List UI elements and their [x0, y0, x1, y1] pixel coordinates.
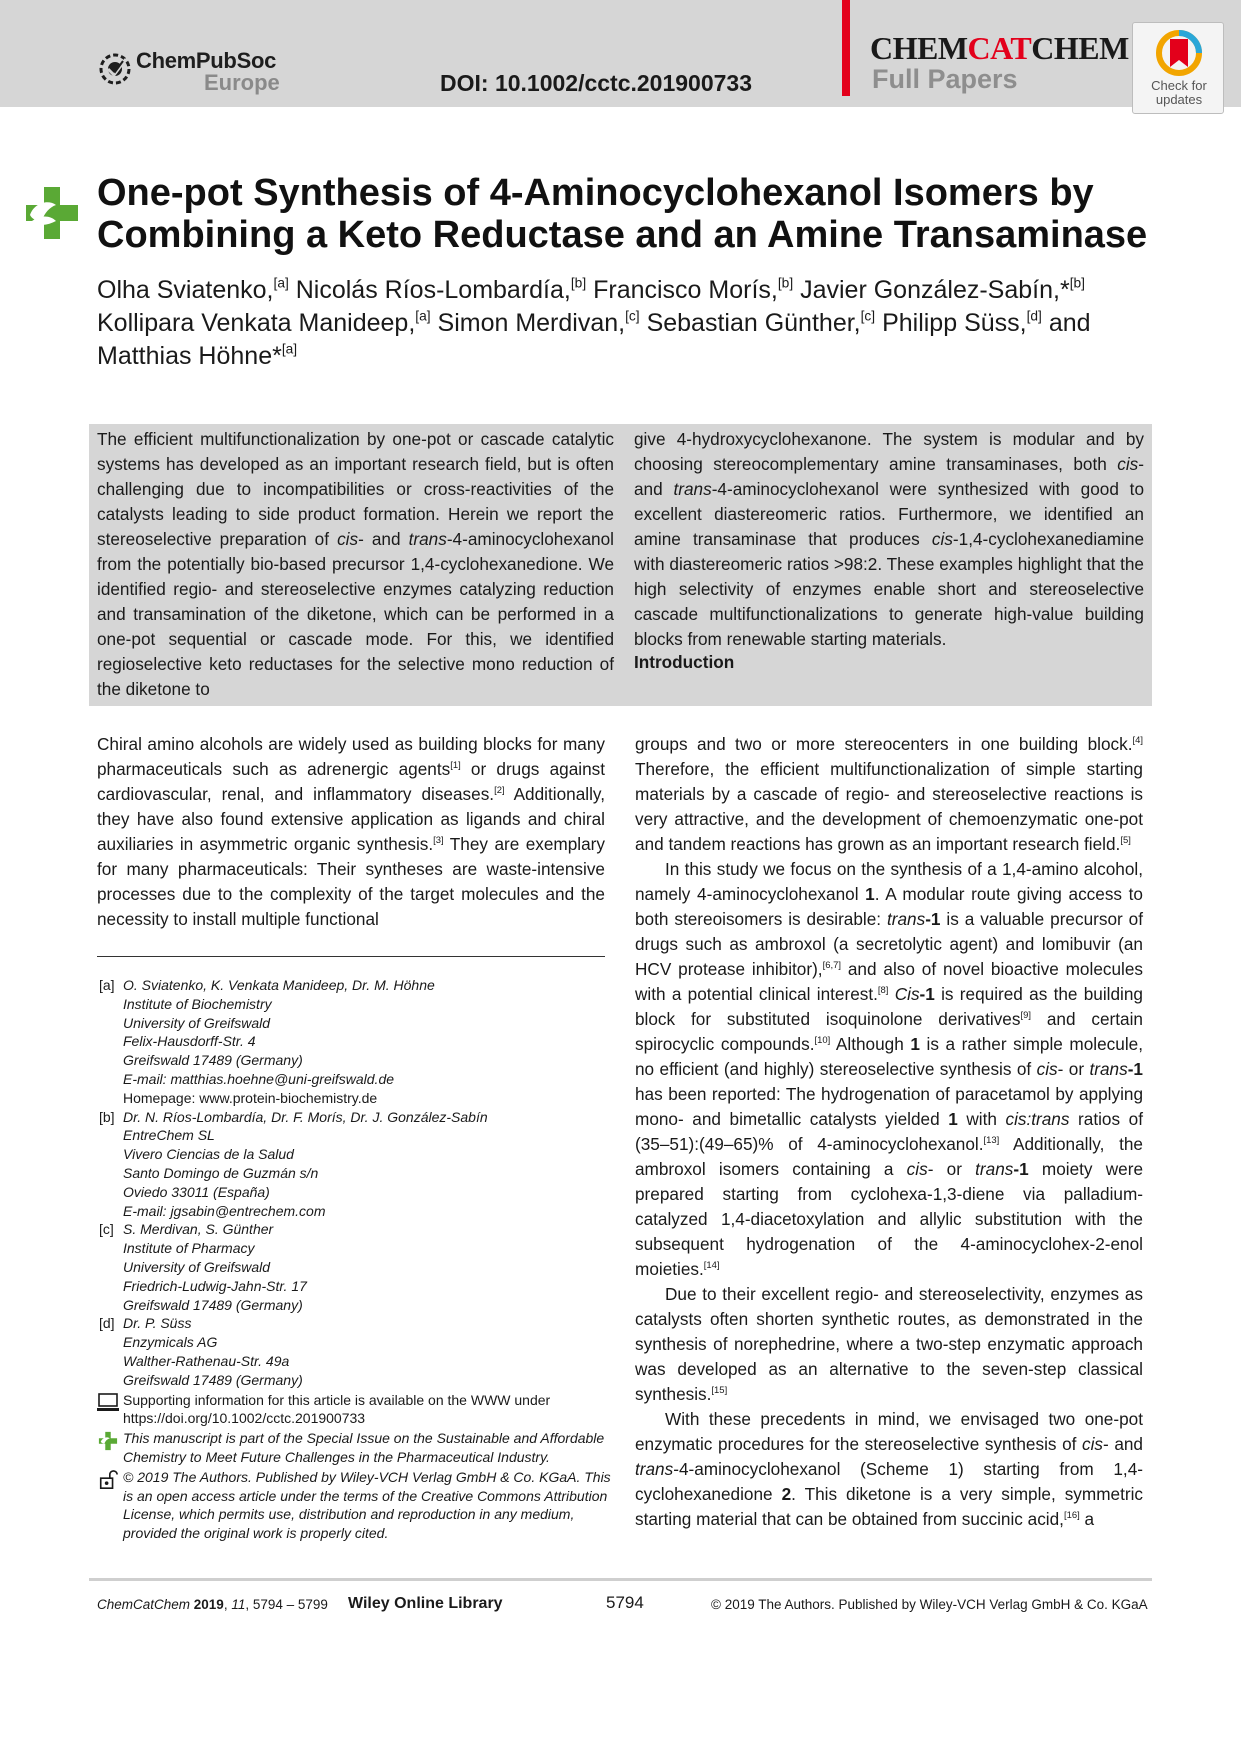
email-link[interactable]: E-mail: matthias.hoehne@uni-greifswald.de	[123, 1070, 395, 1087]
homepage-link[interactable]: Homepage: www.protein-biochemistry.de	[123, 1089, 378, 1106]
journal-title: CHEMCATCHEM	[870, 30, 1129, 66]
affiliation-c: [c] S. Merdivan, S. Günther Institute of Pharmacy University of Greifswald Friedrich-Ludwig-Jahn-Str. 17 Greifswald 17489 (Germany)	[99, 1221, 307, 1313]
license-note: © 2019 The Authors. Published by Wiley-VCH Verlag GmbH & Co. KGaA. This is an open access article under the terms of the Creative Commons Attribution License, which permits use, distribution and reproduction in any medium, provided the original work is properly cited.	[97, 1468, 617, 1543]
footnote-divider	[97, 956, 605, 957]
reference-link[interactable]: [2]	[494, 784, 505, 796]
affiliations	[97, 976, 617, 1543]
computer-icon	[97, 1393, 119, 1413]
introduction-heading: Introduction	[634, 652, 735, 672]
paragraph: groups and two or more stereocenters in one building block.[4] Therefore, the efficient multifunctionalization of simple starting materials by a cascade of regio- and stereoselective reactions is very attractive, and the development of chemoenzymatic one-pot and tandem reactions has grown as an important research field.[5]	[635, 734, 1143, 854]
affiliation-a: [a] O. Sviatenko, K. Venkata Manideep, Dr. M. Höhne Institute of Biochemistry University of Greifswald Felix-Hausdorff-Str. 4 Greifswald 17489 (Germany) E-mail: matthias.hoehne@uni-greifswald.de Homepage: www.protein-biochemistry.de	[97, 976, 617, 1108]
article-title	[97, 172, 1157, 256]
special-issue-note: This manuscript is part of the Special Issue on the Sustainable and Affordable Chemistry to Meet Future Challenges in the Pharmaceutical Industry.	[97, 1429, 617, 1467]
abstract-text-right: give 4-hydroxycyclohexanone. The system is modular and by choosing stereocomplementary amine transaminases, both cis- and trans-4-aminocyclohexanol were synthesized with good to excellent diastereomeric ratios. Furthermore, we identified an amine transaminase that produces cis-1,4-cyclohexanediamine with diastereomeric ratios >98:2. These examples highlight that the high selectivity of enzymes enable short and stereoselective cascade multifunctionalizations to generate high-value building blocks from renewable starting materials.	[634, 429, 1145, 649]
accent-bar	[842, 0, 850, 96]
reference-link[interactable]: [10]	[814, 1034, 831, 1046]
email-link[interactable]: E-mail: jgsabin@entrechem.com	[123, 1202, 326, 1219]
page-number: 5794	[606, 1593, 644, 1612]
paragraph: With these precedents in mind, we envisaged two one-pot enzymatic procedures for the stereoselective synthesis of cis- and trans-4-aminocyclohexanol (Scheme 1) starting from 1,4-cyclohexanedione 2. This diketone is a very simple, symmetric starting material that can be obtained from succinic acid,[16] a	[635, 1409, 1143, 1529]
affiliation-b: [b] Dr. N. Ríos-Lombardía, Dr. F. Morís, Dr. J. González-Sabín EntreChem SL Vivero Ciencias de la Salud Santo Domingo de Guzmán s/n Oviedo 33011 (España) E-mail: jgsabin@entrechem.com	[97, 1108, 617, 1221]
wiley-online-library-link[interactable]: Wiley Online Library	[348, 1595, 503, 1612]
body-text-left: Chiral amino alcohols are widely used as building blocks for many pharmaceuticals such as adrenergic agents[1] or drugs against cardiovascular, renal, and inflammatory diseases.[2] Additionally, they have also found extensive application as ligands and chiral auxiliaries in asymmetric organic synthesis.[3] They are exemplary for many pharmaceuticals: Their syntheses are waste-intensive processes due to the complexity of the target molecules and the necessity to install multiple functional	[97, 734, 605, 929]
reference-link[interactable]: [4]	[1132, 734, 1143, 746]
publisher-region: Europe	[204, 70, 280, 95]
crossmark-bookmark-icon	[1155, 29, 1203, 81]
reference-link[interactable]: [14]	[703, 1259, 720, 1271]
author-list: Olha Sviatenko,[a] Nicolás Ríos-Lombardía,[b] Francisco Morís,[b] Javier González-Sabín,*[b] Kollipara Venkata Manideep,[a] Simon Merdivan,[c] Sebastian Günther,[c] Philipp Süss,[d] and Matthias Höhne*[a]	[97, 275, 1091, 370]
supporting-info-link[interactable]: https://doi.org/10.1002/cctc.201900733	[123, 1410, 366, 1427]
open-lock-icon	[97, 1470, 119, 1490]
reference-link[interactable]: [1]	[450, 759, 461, 771]
doi-link[interactable]: DOI: 10.1002/cctc.201900733	[440, 70, 753, 96]
reference-link[interactable]: [13]	[983, 1134, 1000, 1146]
chempubsoc-globe-icon	[98, 48, 134, 88]
green-cross-leaf-icon	[97, 1431, 119, 1451]
footer-citation: ChemCatChem 2019, 11, 5794 – 5799	[97, 1597, 328, 1612]
title-line-1: One-pot Synthesis of 4-Aminocyclohexanol Isomers by	[97, 172, 1094, 214]
body-text-right	[635, 732, 1143, 1532]
page-header	[0, 0, 1241, 107]
reference-link[interactable]: [16]	[1063, 1509, 1080, 1521]
footer-divider	[89, 1578, 1152, 1581]
section-label: Full Papers	[872, 64, 1018, 94]
footer-copyright: © 2019 The Authors. Published by Wiley-VCH Verlag GmbH & Co. KGaA	[711, 1597, 1148, 1612]
abstract-text-left: The efficient multifunctionalization by one-pot or cascade catalytic systems has developed as an important research field, but is often challenging due to incompatibilities or cross-reactivities of the catalysts leading to side product formation. Herein we report the stereoselective preparation of cis- and trans-4-aminocyclohexanol from the potentially bio-based precursor 1,4-cyclohexanedione. We identified regio- and stereoselective enzymes catalyzing reduction and transamination of the diketone, which can be performed in a one-pot sequential or cascade mode. For this, we identified regioselective keto reductases for the selective mono reduction of the diketone to	[97, 429, 614, 699]
supporting-info-note: Supporting information for this article is available on the WWW under https://doi.org/10.1002/cctc.201900733	[97, 1391, 617, 1429]
check-for-updates-button[interactable]	[1132, 22, 1224, 114]
reference-link[interactable]: [3]	[433, 834, 444, 846]
reference-link[interactable]: [8]	[877, 984, 889, 996]
paragraph: In this study we focus on the synthesis of a 1,4-amino alcohol, namely 4-aminocyclohexanol 1. A modular route giving access to both stereoisomers is desirable: trans-1 is a valuable precursor of drugs such as ambroxol (a secretolytic agent) and lomibuvir (an HCV protease inhibitor),[6,7] and also of novel bioactive molecules with a potential clinical interest.[8] Cis-1 is required as the building block for substituted isoquinolone derivatives[9] and certain spirocyclic compounds.[10] Although 1 is a rather simple molecule, no efficient (and highly) stereoselective synthesis of cis- or trans-1 has been reported: The hydrogenation of paracetamol by applying mono- and bimetallic catalysts yielded 1 with cis:trans ratios of (35–51):(49–65)% of 4-aminocyclohexanol.[13] Additionally, the ambroxol isomers containing a cis- or trans-1 moiety were prepared starting from cyclohexa-1,3-diene via palladium-catalyzed 1,4-diacetoxylation and allylic substitution with the subsequent hydrogenation of the 4-aminocyclohex-2-enol moieties.[14]	[635, 859, 1143, 1279]
reference-link[interactable]: [9]	[1020, 1009, 1031, 1021]
paragraph: Due to their excellent regio- and stereoselectivity, enzymes as catalysts often shorten synthetic routes, as demonstrated in the synthesis of norephedrine, where a two-step enzymatic approach was developed as an alternative to the seven-step classical synthesis.[15]	[635, 1284, 1143, 1404]
affiliation-d: [d] Dr. P. Süss Enzymicals AG Walther-Rathenau-Str. 49a Greifswald 17489 (Germany)	[99, 1315, 303, 1388]
reference-link[interactable]: [5]	[1120, 834, 1131, 846]
check-for-updates-label: Check for updates	[1151, 78, 1207, 107]
reference-link[interactable]: [6,7]	[822, 959, 841, 971]
publisher-name: ChemPubSoc	[136, 48, 277, 73]
green-cross-leaf-icon	[24, 185, 80, 241]
title-line-2: Combining a Keto Reductase and an Amine Transaminase	[97, 214, 1148, 256]
reference-link[interactable]: [15]	[711, 1384, 728, 1396]
publisher-logo[interactable]	[98, 44, 288, 96]
abstract-box	[89, 424, 1152, 706]
